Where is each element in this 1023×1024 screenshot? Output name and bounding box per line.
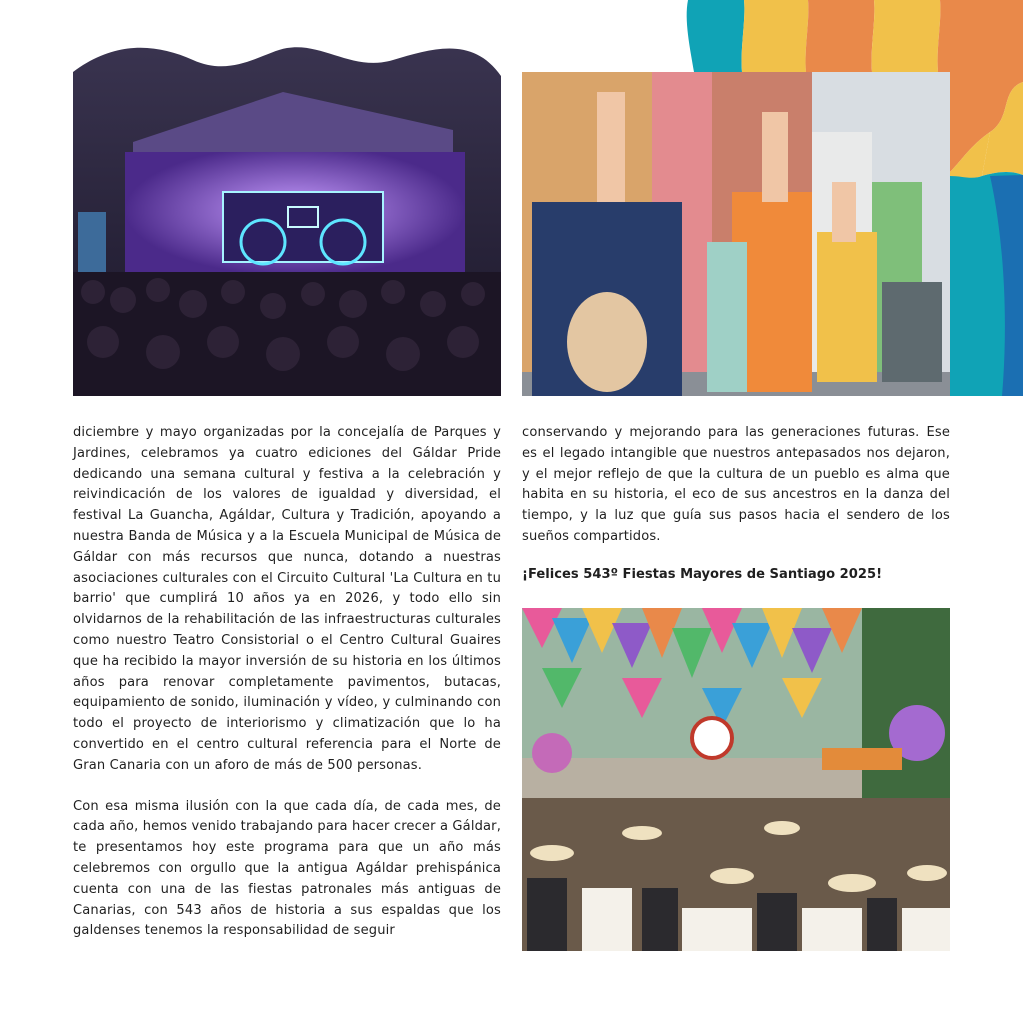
photo-street-procession: [522, 608, 950, 951]
body-paragraph: conservando y mejorando para las generaciones futuras. Ese es el legado intangible que nuestros antepasados nos dejaron, y el mejor reflejo de que la cultura de un pueblo es alma que habita en su historia, el eco de sus ancestros en la danza del tiempo, y la luz que guía sus pasos hacia el sendero de los sueños compartidos.: [522, 425, 950, 544]
photo-giant-puppets: [522, 72, 950, 396]
text-column-right: [522, 423, 950, 568]
text-column-left: [73, 423, 501, 962]
photo-concert-stage: [73, 42, 501, 396]
closing-greeting: ¡Felices 543º Fiestas Mayores de Santiago 2025!: [522, 567, 883, 582]
body-paragraph: diciembre y mayo organizadas por la concejalía de Parques y Jardines, celebramos ya cuatro ediciones del Gáldar Pride dedicando una semana cultural y festiva a la celebración y reivindicación de los valores de igualdad y diversidad, el festival La Guancha, Agáldar, Cultura y Tradición, apoyando a nuestra Banda de Música y a la Escuela Municipal de Música de Gáldar con más recursos que nunca, dotando a nuestras asociaciones culturales con el Circuito Cultural 'La Cultura en tu barrio' que cumplirá 10 años ya en 2026, y todo ello sin olvidarnos de la rehabilitación de las infraestructuras culturales como nuestro Teatro Consistorial o el Centro Cultural Guaires que ha recibido la mayor inversión de su historia en los últimos años para renovar completamente pavimentos, butacas, equipamiento de sonido, iluminación y vídeo, y culminando con todo el proyecto de interiorismo y climatización que lo ha convertido en el centro cultural referencia para el Norte de Gran Canaria con un aforo de más de 500 personas.: [73, 425, 501, 773]
body-paragraph: Con esa misma ilusión con la que cada día, de cada mes, de cada año, hemos venido trabajando para hacer crecer a Gáldar, te presentamos hoy este programa para que un año más celebremos con orgullo que la antigua Agáldar prehispánica cuenta con una de las fiestas patronales más antiguas de Canarias, con 543 años de historia a sus espaldas que los galdenses tenemos la responsabilidad de seguir: [73, 798, 501, 939]
